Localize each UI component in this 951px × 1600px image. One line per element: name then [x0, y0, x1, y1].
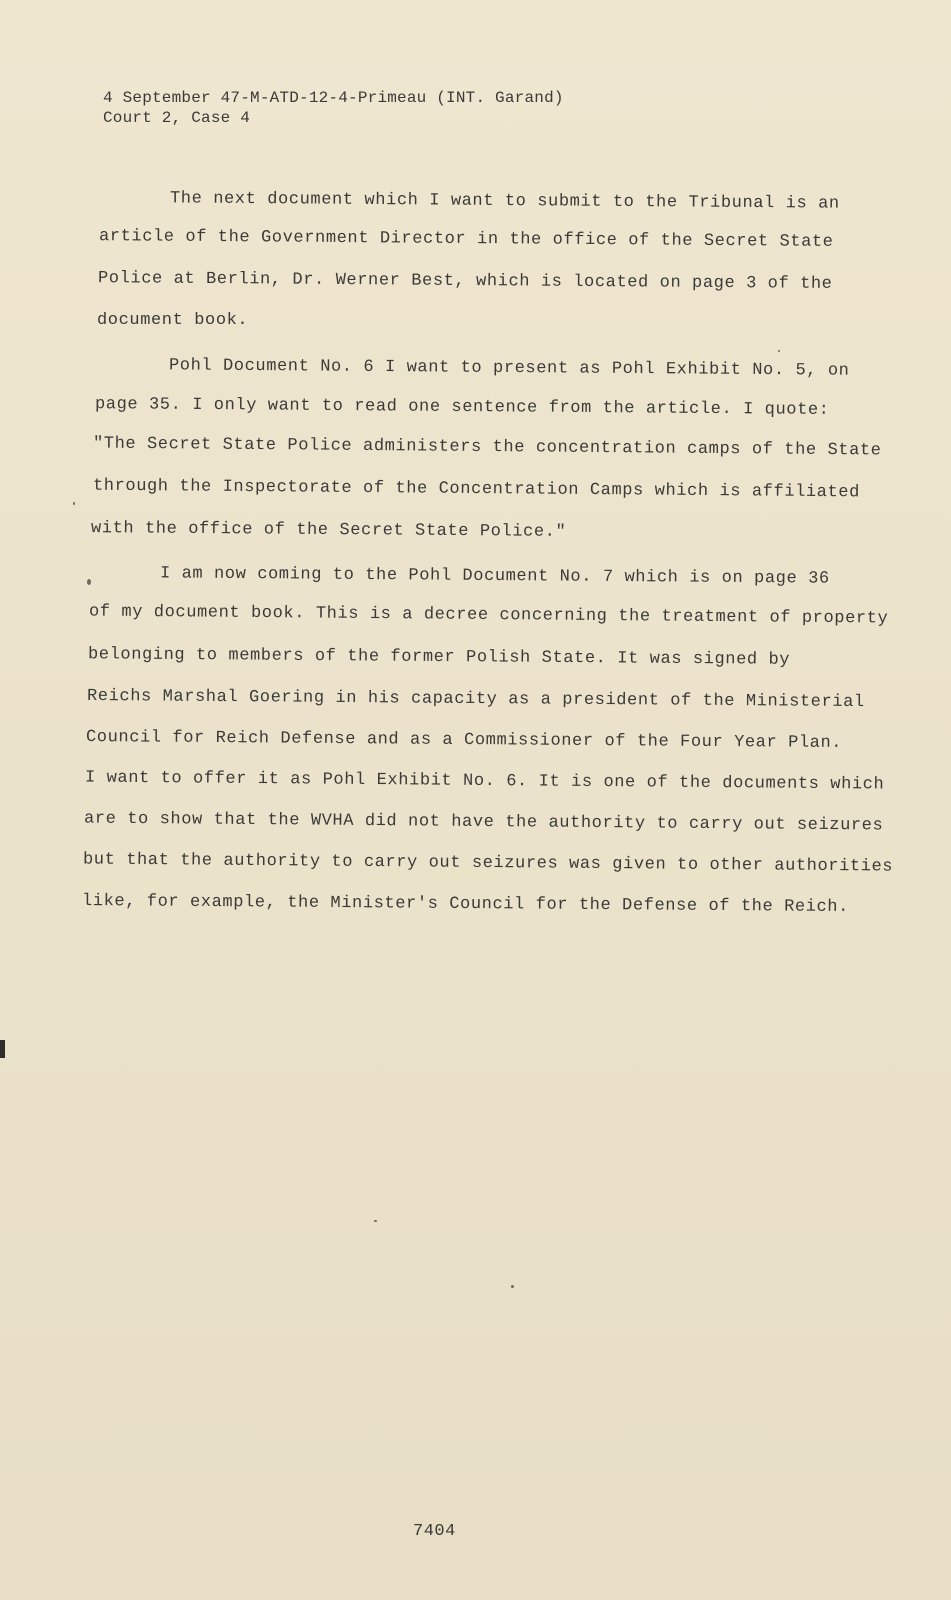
header-date-reference: 4 September 47-M-ATD-12-4-Primeau (INT. Garand) [103, 89, 564, 107]
document-header [103, 88, 564, 128]
text-line: belonging to members of the former Polish State. It was signed by [87, 645, 791, 670]
text-line: with the office of the Secret State Police." [90, 519, 567, 542]
text-line: are to show that the WVHA did not have the authority to carry out seizures [83, 809, 884, 836]
paper-speck [374, 1220, 377, 1222]
text-line: article of the Government Director in the office of the Secret State [98, 227, 834, 252]
text-line: Reichs Marshal Goering in his capacity as a president of the Ministerial [86, 686, 865, 713]
text-line: Pohl Document No. 6 I want to present as Pohl Exhibit No. 5, on [168, 356, 850, 381]
text-line: document book. [97, 311, 249, 330]
text-line: "The Secret State Police administers the concentration camps of the State [92, 434, 882, 461]
text-line: Police at Berlin, Dr. Werner Best, which is located on page 3 of the [97, 269, 833, 294]
header-court-case: Court 2, Case 4 [103, 109, 251, 127]
text-line: The next document which I want to submit to the Tribunal is an [169, 189, 840, 214]
paper-speck [73, 502, 75, 505]
text-line: through the Inspectorate of the Concentration Camps which is affiliated [92, 476, 860, 503]
text-line: of my document book. This is a decree concerning the treatment of property [88, 602, 889, 629]
text-line: like, for example, the Minister's Council for the Defense of the Reich. [81, 891, 849, 918]
paper-speck [778, 350, 780, 352]
page-number: 7404 [413, 1522, 456, 1541]
paper-speck [87, 579, 91, 585]
text-line: I want to offer it as Pohl Exhibit No. 6. It is one of the documents which [84, 768, 885, 795]
binding-edge-mark [0, 1040, 5, 1058]
text-line: but that the authority to carry out seizures was given to other authorities [82, 850, 894, 877]
text-line: Council for Reich Defense and as a Commissioner of the Four Year Plan. [85, 728, 843, 753]
paper-speck [511, 1285, 514, 1288]
text-line: I am now coming to the Pohl Document No. 7 which is on page 36 [159, 564, 830, 589]
text-line: page 35. I only want to read one sentence from the article. I quote: [94, 395, 830, 420]
